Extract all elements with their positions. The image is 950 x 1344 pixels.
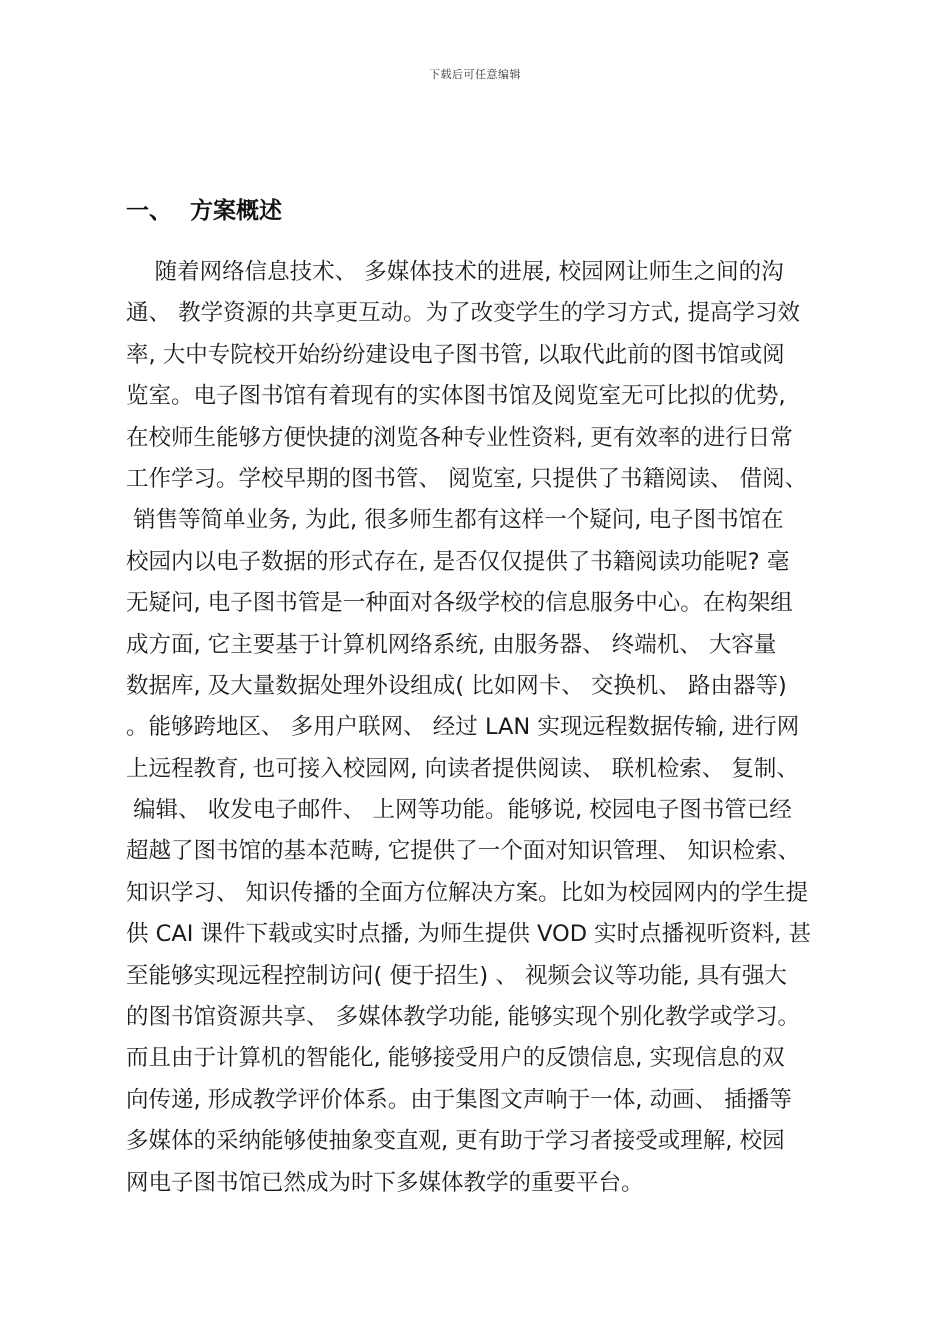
paragraph-line: 向传递, 形成教学评价体系。由于集图文声响于一体, 动画、 插播等 bbox=[126, 1086, 792, 1113]
paragraph-line: 网电子图书馆已然成为时下多媒体教学的重要平台。 bbox=[126, 1169, 644, 1196]
page-header: 下载后可任意编辑 bbox=[429, 68, 521, 81]
paragraph-line: 的图书馆资源共享、 多媒体教学功能, 能够实现个别化教学或学习。 bbox=[126, 1004, 800, 1031]
body-paragraph bbox=[126, 252, 832, 1204]
paragraph-line: 上远程教育, 也可接入校园网, 向读者提供阅读、 联机检索、 复制、 bbox=[126, 755, 799, 782]
paragraph-line: 至能够实现远程控制访问( 便于招生) 、 视频会议等功能, 具有强大 bbox=[126, 962, 787, 989]
paragraph-line: 无疑问, 电子图书管是一种面对各级学校的信息服务中心。在构架组 bbox=[126, 590, 793, 617]
section-number: 一、 bbox=[126, 198, 172, 224]
paragraph-line: 供 CAI 课件下载或实时点播, 为师生提供 VOD 实时点播视听资料, 甚 bbox=[126, 921, 811, 948]
paragraph-line: 工作学习。学校早期的图书管、 阅览室, 只提供了书籍阅读、 借阅、 bbox=[126, 465, 808, 492]
paragraph-line: 成方面, 它主要基于计算机网络系统, 由服务器、 终端机、 大容量 bbox=[126, 631, 777, 658]
section-heading bbox=[126, 192, 282, 225]
section-title: 方案概述 bbox=[190, 198, 282, 224]
paragraph-line: 销售等简单业务, 为此, 很多师生都有这样一个疑问, 电子图书馆在 bbox=[126, 507, 784, 534]
paragraph-line: 随着网络信息技术、 多媒体技术的进展, 校园网让师生之间的沟 bbox=[126, 259, 784, 285]
paragraph-line: 超越了图书馆的基本范畴, 它提供了一个面对知识管理、 知识检索、 bbox=[126, 838, 800, 865]
paragraph-line: 而且由于计算机的智能化, 能够接受用户的反馈信息, 实现信息的双 bbox=[126, 1045, 785, 1072]
paragraph-line: 编辑、 收发电子邮件、 上网等功能。能够说, 校园电子图书管已经 bbox=[126, 797, 792, 824]
paragraph-line: 知识学习、 知识传播的全面方位解决方案。比如为校园网内的学生提 bbox=[126, 879, 809, 906]
paragraph-line: 。能够跨地区、 多用户联网、 经过 LAN 实现远程数据传输, 进行网 bbox=[126, 714, 800, 741]
paragraph-line: 校园内以电子数据的形式存在, 是否仅仅提供了书籍阅读功能呢? 毫 bbox=[126, 548, 790, 575]
paragraph-line: 数据库, 及大量数据处理外设组成( 比如网卡、 交换机、 路由器等) bbox=[126, 672, 787, 699]
paragraph-line: 多媒体的采纳能够使抽象变直观, 更有助于学习者接受或理解, 校园 bbox=[126, 1128, 785, 1155]
paragraph-line: 率, 大中专院校开始纷纷建设电子图书管, 以取代此前的图书馆或阅 bbox=[126, 341, 785, 368]
paragraph-line: 览室。电子图书馆有着现有的实体图书馆及阅览室无可比拟的优势, bbox=[126, 383, 786, 410]
paragraph-line: 在校师生能够方便快捷的浏览各种专业性资料, 更有效率的进行日常 bbox=[126, 424, 793, 451]
paragraph-line: 通、 教学资源的共享更互动。为了改变学生的学习方式, 提高学习效 bbox=[126, 300, 800, 327]
